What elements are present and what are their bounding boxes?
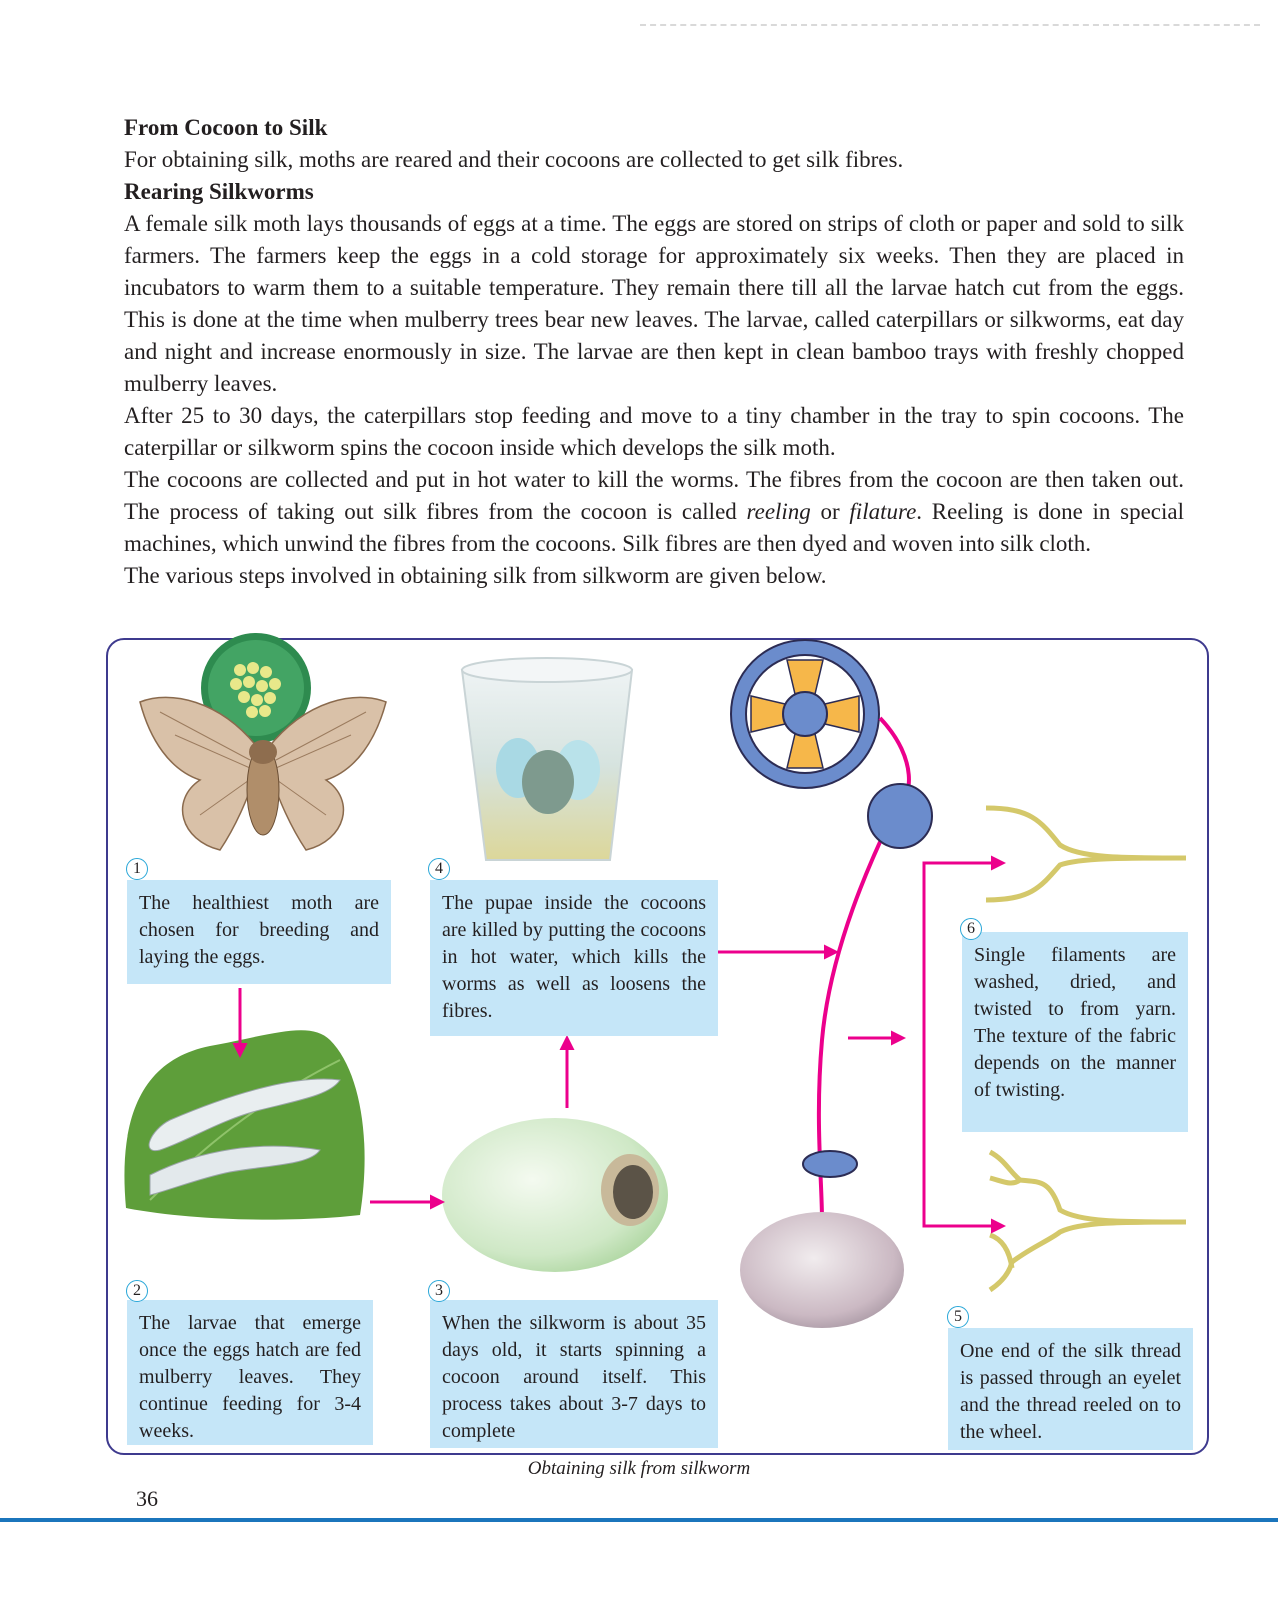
page-number: 36 [136, 1486, 158, 1511]
paragraph-rearing: A female silk moth lays thousands of eggs at a time. The eggs are stored on strips of cloth or paper and sold to silk farmers. The farmers keep the eggs in a cold storage for approximately six weeks. Then they are placed in incubators to warm them to a suitable temperature. They remain there till all the larvae hatch cut from the eggs. This is done at the time when mulberry trees bear new leaves. The larvae, called caterpillars or silkworms, eat day and night and increase enormously in size. The larvae are then kept in clean bamboo trays with freshly chopped mulberry leaves. [124, 211, 1184, 396]
reeled-cocoon-image [740, 1212, 904, 1328]
step-1-box: The healthiest moth are chosen for breeding and laying the eggs. [127, 880, 391, 984]
eyelet-pulley-image [868, 784, 932, 848]
eyelet-image [803, 1151, 857, 1177]
heading-rearing-silkworms: Rearing Silkworms [124, 179, 314, 204]
step-4-box: The pupae inside the cocoons are killed by putting the cocoons in hot water, which kills the worms as well as loosens the fibres. [430, 880, 718, 1036]
step-4-number: 4 [428, 858, 450, 880]
paragraph-spinning: After 25 to 30 days, the caterpillars stop feeding and move to a tiny chamber in the tray to spin cocoons. The caterpillar or silkworm spins the cocoon inside which develops the silk moth. [124, 403, 1184, 460]
step-6-number: 6 [960, 918, 982, 940]
step-3-number: 3 [428, 1280, 450, 1302]
intro-paragraph: For obtaining silk, moths are reared and their cocoons are collected to get silk fibres. [124, 147, 904, 172]
reeling-text-a: The cocoons are collected and put in hot water to kill the worms. The fibres from the cocoon are then taken out. The process of taking out silk fibres from the cocoon is called [124, 467, 1184, 524]
figure-caption: Obtaining silk from silkworm [527, 1458, 751, 1479]
bottom-rule [0, 1518, 1278, 1522]
reeling-text-or: or [810, 499, 850, 524]
reeling-wheel-image [731, 640, 879, 788]
step-3-box: When the silkworm is about 35 days old, it starts spinning a cocoon around itself. This process takes about 3-7 days to complete [430, 1300, 718, 1448]
step-2-box: The larvae that emerge once the eggs hatch are fed mulberry leaves. They continue feeding for 3-4 weeks. [127, 1300, 373, 1445]
term-filature: filature [849, 499, 917, 524]
cocoon-image [442, 1118, 668, 1272]
step-5-number: 5 [947, 1306, 969, 1328]
step-2-number: 2 [126, 1280, 148, 1302]
silkworm-image [124, 1030, 364, 1219]
heading-cocoon-to-silk: From Cocoon to Silk [124, 115, 328, 140]
term-reeling: reeling [746, 499, 811, 524]
reeling-text-b: . Reeling is done in special machines, which unwind the fibres from the cocoons. Silk fibres are then dyed and woven into silk cloth. [124, 499, 1184, 556]
step-5-box: One end of the silk thread is passed through an eyelet and the thread reeled on to the wheel. [948, 1328, 1193, 1450]
paragraph-steps-intro: The various steps involved in obtaining silk from silkworm are given below. [124, 563, 827, 588]
hot-water-glass-image [462, 658, 632, 860]
step-1-number: 1 [126, 858, 148, 880]
step-6-box: Single filaments are washed, dried, and twisted to from yarn. The texture of the fabric depends on the manner of twisting. [962, 932, 1188, 1132]
